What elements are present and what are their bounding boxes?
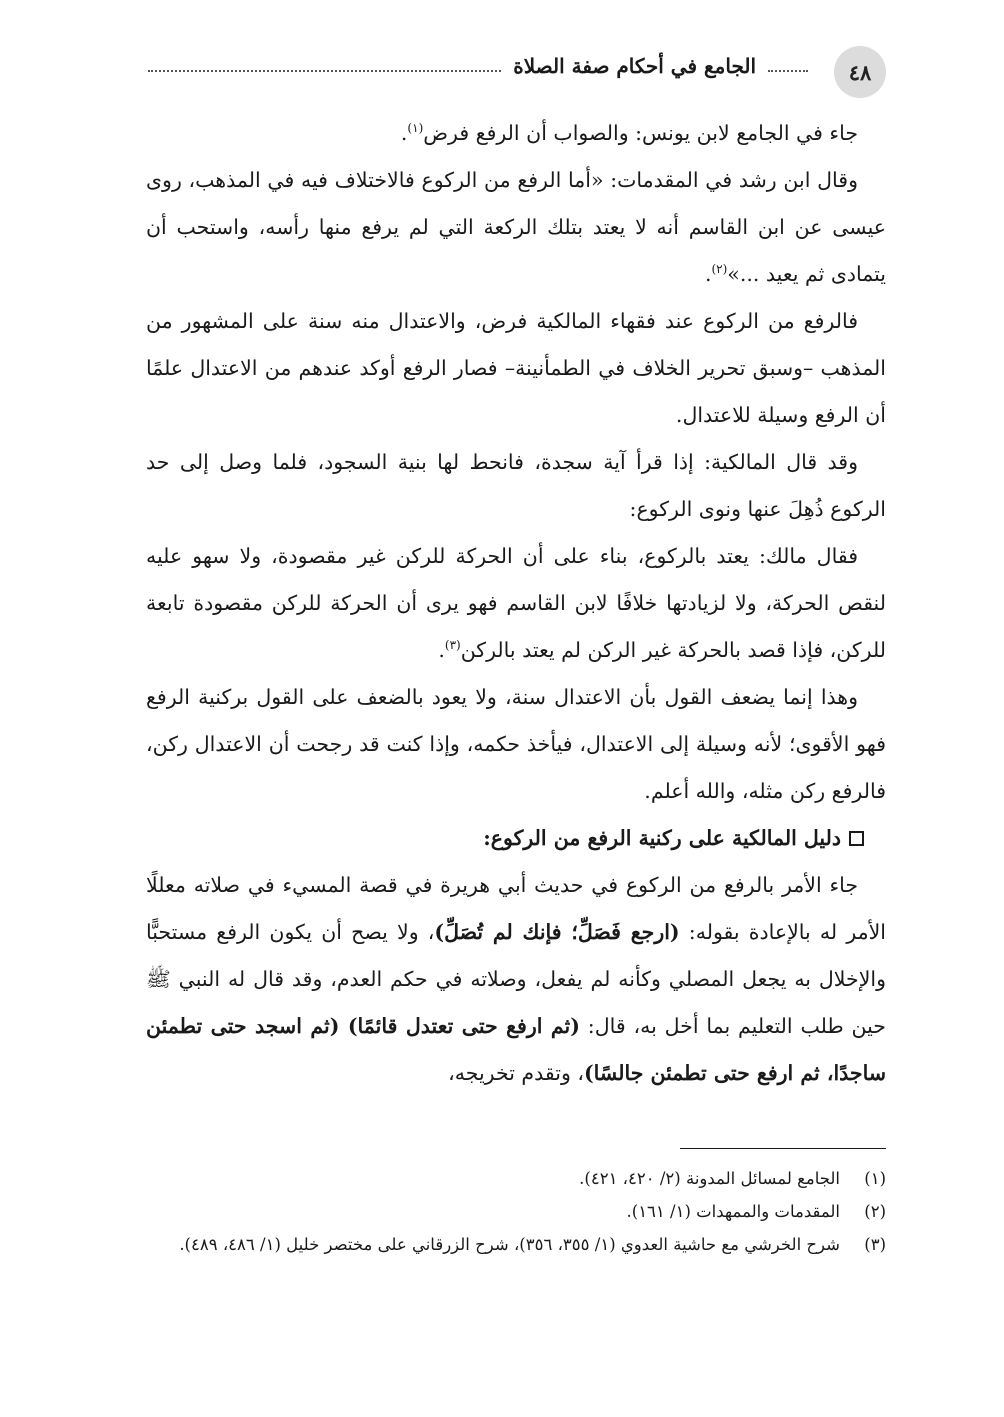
- footnote-number: (١): [864, 1169, 886, 1188]
- page-header: [148, 46, 886, 98]
- footnote: [146, 1195, 886, 1228]
- running-title: [148, 54, 808, 78]
- paragraph: جاء الأمر بالرفع من الركوع في حديث أبي هريرة في قصة المسيء في صلاته معللًا الأمر له بالإعادة بقوله: (ارجع فَصَلِّ؛ فإنك لم تُصَلِّ)، ولا يصح أن يكون الرفع مستحبًّا والإخلال به يجعل المصلي وكأنه لم يفعل، وصلاته في حكم العدم، وقد قال له النبي ﷺ حين طلب التعليم بما أخل به، قال: (ثم ارفع حتى تعتدل قائمًا) (ثم اسجد حتى تطمئن ساجدًا، ثم ارفع حتى تطمئن جالسًا)، وتقدم تخريجه،: [146, 873, 886, 1085]
- footnote-text: المقدمات والممهدات (١/ ١٦١).: [626, 1202, 840, 1221]
- dotted-leader-left: [148, 70, 501, 72]
- footnote-text: الجامع لمسائل المدونة (٢/ ٤٢٠، ٤٢١).: [579, 1169, 840, 1188]
- footnote-text: شرح الخرشي مع حاشية العدوي (١/ ٣٥٥، ٣٥٦)، شرح الزرقاني على مختصر خليل (١/ ٤٨٦، ٤٨٩).: [179, 1235, 840, 1254]
- paragraph: فقال مالك: يعتد بالركوع، بناء على أن الحركة للركن غير مقصودة، ولا سهو عليه لنقص الحركة، ولا لزيادتها خلافًا لابن القاسم فهو يرى أن الحركة للركن مقصودة تابعة للركن، فإذا قصد بالحركة غير الركن لم يعتد بالركن$^{(٣)}$.: [146, 544, 886, 662]
- footnote: [146, 1162, 886, 1195]
- section-heading: دليل المالكية على ركنية الرفع من الركوع:: [146, 815, 886, 862]
- main-text: [146, 110, 886, 1097]
- square-bullet-icon: [849, 831, 864, 846]
- footnote-ref[interactable]: (١): [407, 121, 424, 136]
- page-number-badge: ٤٨: [834, 46, 886, 98]
- footnote: [146, 1228, 886, 1261]
- paragraph: وقال ابن رشد في المقدمات: «أما الرفع من الركوع فالاختلاف فيه في المذهب، روى عيسى عن ابن القاسم أنه لا يعتد بتلك الركعة التي لم يرفع منها رأسه، واستحب أن يتمادى ثم يعيد ...»$^{(٢)}$.: [146, 168, 886, 286]
- book-title: الجامع في أحكام صفة الصلاة: [513, 54, 756, 78]
- paragraph: وقد قال المالكية: إذا قرأ آية سجدة، فانحط لها بنية السجود، فلما وصل إلى حد الركوع ذُهِلَ عنها ونوى الركوع:: [146, 450, 886, 521]
- hadith-quote: (ارجع فَصَلِّ؛ فإنك لم تُصَلِّ): [434, 920, 680, 944]
- footnote-number: (٣): [864, 1235, 886, 1254]
- hadith-quote: (ثم ارفع حتى تعتدل قائمًا) (ثم اسجد حتى تطمئن ساجدًا، ثم ارفع حتى تطمئن جالسًا): [146, 1014, 886, 1085]
- footnote-number: (٢): [864, 1202, 886, 1221]
- paragraph: وهذا إنما يضعف القول بأن الاعتدال سنة، ولا يعود بالضعف على القول بركنية الرفع فهو الأقوى؛ لأنه وسيلة إلى الاعتدال، فيأخذ حكمه، وإذا كنت قد رجحت أن الاعتدال ركن، فالرفع ركن مثله، والله أعلم.: [146, 685, 886, 803]
- footnotes: [146, 1162, 886, 1261]
- footnote-separator: [680, 1148, 886, 1149]
- footnote-ref[interactable]: (٢): [711, 262, 728, 277]
- footnote-ref[interactable]: (٣): [444, 638, 461, 653]
- paragraph: فالرفع من الركوع عند فقهاء المالكية فرض، والاعتدال منه سنة على المشهور من المذهب –وسبق تحرير الخلاف في الطمأنينة– فصار الرفع أوكد عندهم من الاعتدال علمًا أن الرفع وسيلة للاعتدال.: [146, 309, 886, 427]
- paragraph: جاء في الجامع لابن يونس: والصواب أن الرفع فرض$^{(١)}$.: [400, 121, 858, 145]
- dotted-leader-right: [768, 70, 808, 72]
